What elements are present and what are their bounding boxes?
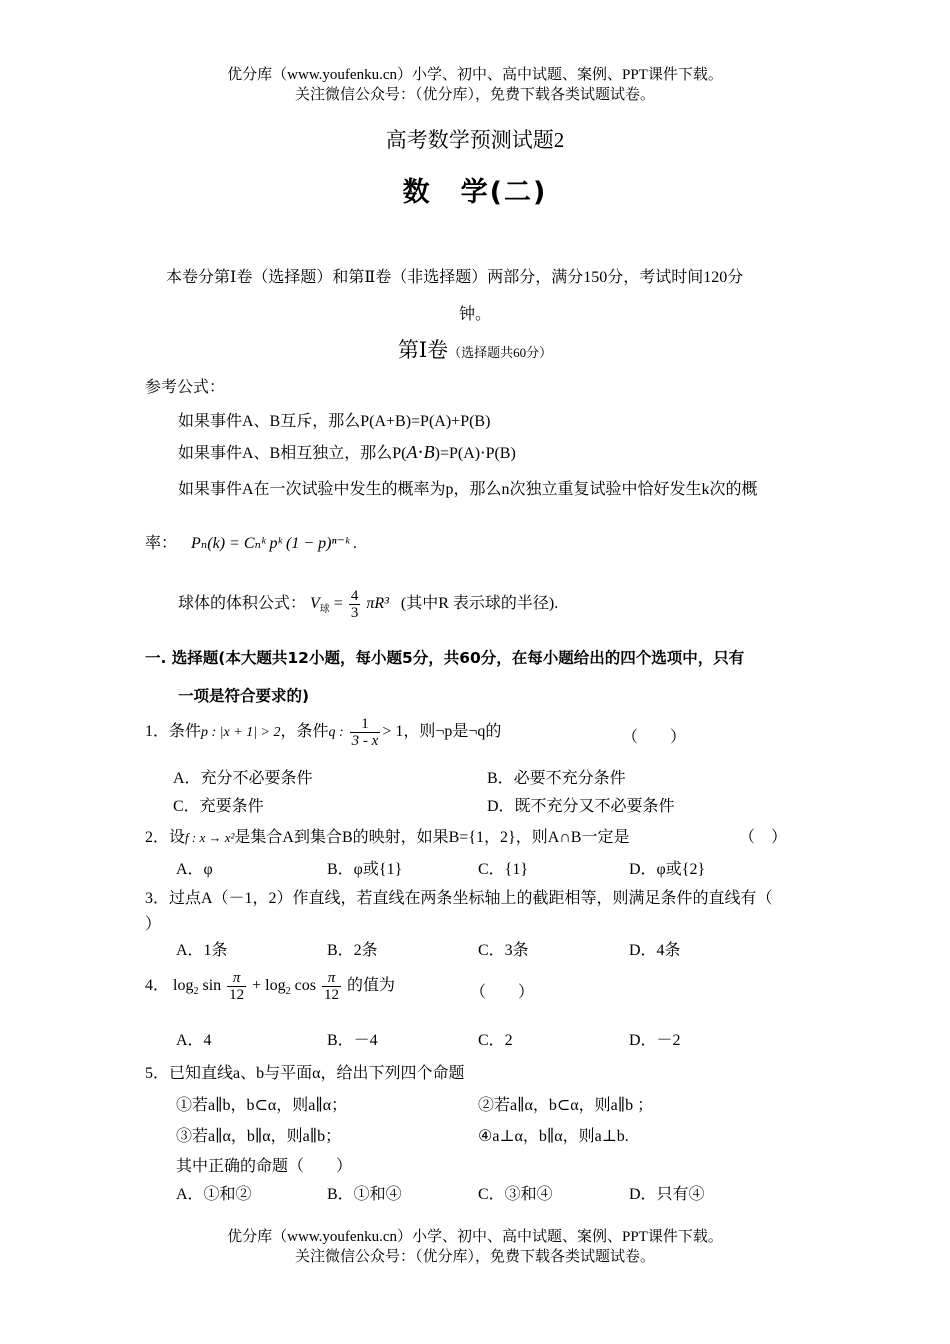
part-heading: [0, 334, 950, 364]
q4-option-b: B．－4: [327, 1032, 378, 1049]
q4-option-c: C．2: [478, 1032, 513, 1049]
q4-fraction-1: [227, 970, 246, 1003]
q1-p-expr: p : |x + 1| > 2: [201, 725, 281, 741]
q5-option-b: B．①和④: [327, 1186, 402, 1203]
section-heading-line-2: 一项是符合要求的): [178, 687, 310, 705]
sphere-volume-fraction: [349, 588, 361, 621]
question-5-stem: 5．已知直线a、b与平面α，给出下列四个命题: [145, 1065, 465, 1082]
q5-proposition-4: ④a⊥α，b∥α，则a⊥b.: [478, 1128, 629, 1145]
question-2-stem: [145, 824, 629, 847]
q4-log-2-base: 2: [285, 986, 291, 998]
q2-option-c: C．{1}: [478, 861, 529, 878]
section-heading-line-1: 一. 选择题(本大题共12小题，每小题5分，共60分，在每小题给出的四个选项中，只有: [145, 649, 745, 667]
part-note: （选择题共60分）: [448, 345, 553, 360]
q1-q-label: q :: [328, 725, 344, 741]
header-line-2: 关注微信公众号：（优分库），免费下载各类试题试卷。: [294, 87, 655, 103]
formula-5-note: (其中R 表示球的半径).: [400, 595, 559, 613]
q1-option-a: A．充分不必要条件: [173, 770, 313, 787]
intro-line-2: 钟。: [459, 306, 492, 323]
q4-number: 4．: [145, 977, 170, 995]
sphere-volume-sub: 球: [319, 604, 330, 616]
question-2-answer-paren: （ ）: [739, 829, 788, 846]
footer-line-2: 关注微信公众号：（优分库），免费下载各类试题试卷。: [294, 1249, 655, 1265]
formulas-heading: 参考公式：: [145, 379, 226, 396]
question-3-stem-cont: ）: [145, 916, 162, 933]
question-3-stem: 3．过点A（－1，2）作直线，若直线在两条坐标轴上的截距相等，则满足条件的直线有（: [145, 890, 773, 907]
q5-option-d: D．只有④: [629, 1186, 705, 1203]
q4-plus: +: [252, 977, 262, 995]
sphere-volume-v: V: [310, 595, 320, 613]
q2-option-b: B．φ或{1}: [327, 861, 403, 878]
formula-2-post: )=P(A)⋅P(B): [434, 445, 516, 462]
q5-proposition-1: ①若a∥b，b⊂α，则a∥α；: [176, 1097, 348, 1114]
q4-log-1: log: [173, 977, 194, 995]
fraction-denominator: 3 - x: [351, 733, 379, 749]
formula-5-label: 球体的体积公式：: [178, 595, 307, 613]
q3-option-b: B．2条: [327, 942, 378, 959]
q4-sin: sin: [202, 977, 222, 995]
q5-proposition-2: ②若a∥α，b⊂α，则a∥b ；: [478, 1097, 654, 1114]
formula-2: [178, 440, 516, 463]
q2-option-d: D．φ或{2}: [629, 861, 706, 878]
q2-stem-a: 2．设: [145, 829, 186, 846]
q4-stem-end: 的值为: [346, 977, 395, 995]
q4-option-a: A．4: [176, 1032, 212, 1049]
q1-stem-c: > 1，则¬p是¬q的: [382, 723, 502, 741]
sphere-volume-rest: πR³: [366, 595, 389, 613]
q2-f-expr: f : x → x²: [185, 830, 235, 845]
question-4-answer-paren: （ ）: [470, 984, 535, 1001]
q4-log-1-base: 2: [193, 986, 199, 998]
intro-line-1: 本卷分第Ⅰ卷（选择题）和第Ⅱ卷（非选择题）两部分，满分150分，考试时间120分: [166, 269, 744, 286]
formula-2-mid: A⋅B: [406, 442, 435, 462]
question-4-stem: [145, 970, 395, 1003]
q1-option-b: B．必要不充分条件: [487, 770, 626, 787]
q4-log-2: log: [265, 977, 286, 995]
binomial-formula: Pₙ(k) = Cₙᵏ pᵏ (1 − p)ⁿ⁻ᵏ .: [191, 535, 358, 552]
document-subtitle: 高考数学预测试题2: [385, 128, 565, 152]
question-1-stem: [145, 716, 501, 749]
fraction-denominator: 12: [229, 987, 245, 1003]
formula-4: [145, 530, 357, 553]
part-title: 第Ⅰ卷: [397, 338, 449, 362]
header-line-1: 优分库（www.youfenku.cn）小学、初中、高中试题、案例、PPT课件下载。: [227, 67, 723, 83]
formula-1: 如果事件A、B互斥，那么P(A+B)=P(A)+P(B): [178, 413, 491, 430]
question-1-answer-paren: （ ）: [622, 729, 687, 746]
fraction-numerator: π: [322, 970, 341, 987]
formula-5: 球体的体积公式： $V_球$ = $\frac{4}{3}$ πR³ (其中R 表示球的半径).: [178, 588, 559, 621]
q5-option-a: A．①和②: [176, 1186, 252, 1203]
q1-stem-b: ，条件: [280, 723, 329, 741]
formula-3: 如果事件A在一次试验中发生的概率为p，那么n次独立重复试验中恰好发生k次的概: [178, 481, 758, 498]
fraction-numerator: π: [227, 970, 246, 987]
document-title: 数 学(二): [402, 177, 548, 208]
q4-cos: cos: [294, 977, 316, 995]
q3-option-d: D．4条: [629, 942, 681, 959]
footer-line-1: 优分库（www.youfenku.cn）小学、初中、高中试题、案例、PPT课件下载。: [227, 1229, 723, 1245]
q4-option-d: D．－2: [629, 1032, 681, 1049]
q3-option-a: A．1条: [176, 942, 228, 959]
q3-option-c: C．3条: [478, 942, 529, 959]
q5-which: 其中正确的命题（ ）: [176, 1158, 353, 1175]
fraction-numerator: 4: [350, 588, 359, 604]
formula-4-label: 率：: [145, 535, 178, 552]
q5-option-c: C．③和④: [478, 1186, 553, 1203]
fraction-denominator: 3: [350, 605, 359, 621]
fraction-denominator: 12: [323, 987, 339, 1003]
q4-fraction-2: [322, 970, 341, 1003]
q2-stem-b: 是集合A到集合B的映射，如果B={1，2}，则A∩B一定是: [234, 829, 630, 846]
q2-option-a: A．φ: [176, 861, 213, 878]
q5-proposition-3: ③若a∥α，b∥α，则a∥b；: [176, 1128, 342, 1145]
q1-option-c: C．充要条件: [173, 798, 264, 815]
fraction-numerator: 1: [350, 716, 381, 733]
q1-fraction: [350, 716, 381, 749]
formula-2-pre: 如果事件A、B相互独立，那么P(: [178, 445, 407, 462]
q1-stem-a: 1．条件: [145, 723, 202, 741]
q1-option-d: D．既不充分又不必要条件: [487, 798, 675, 815]
